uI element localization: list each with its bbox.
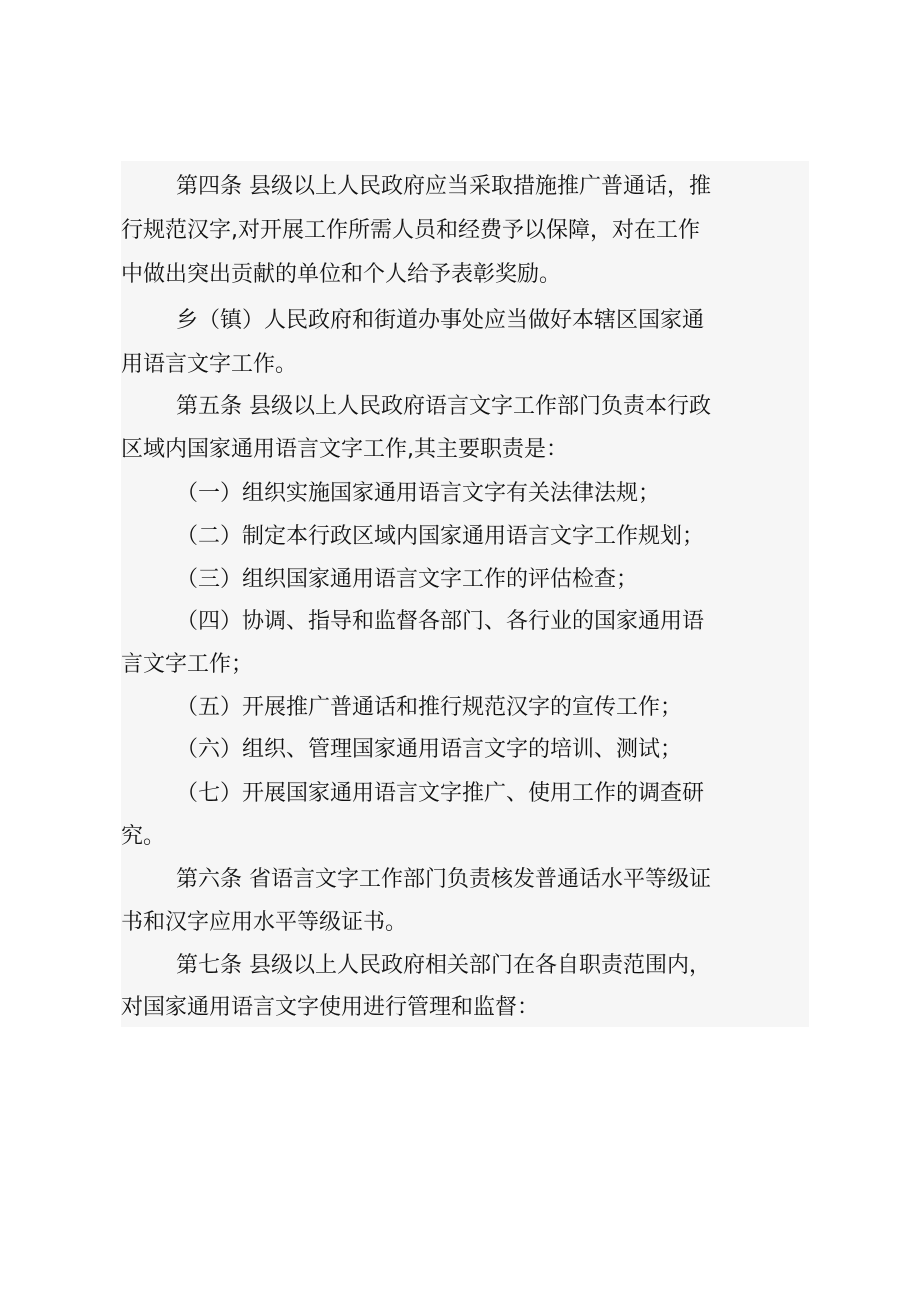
document-text-block [121,161,809,1027]
article-5-item-4-line-2: 言文字工作； [121,652,254,677]
article-5-line-1: 第五条 县级以上人民政府语言文字工作部门负责本行政 [176,394,711,419]
article-5-item-2: （二）制定本行政区域内国家通用语言文字工作规划； [176,524,705,549]
article-5-item-7-line-2: 究。 [121,824,166,849]
article-5-item-7-line-1: （七）开展国家通用语言文字推广、使用工作的调查研 [176,781,705,806]
article-7-line-2: 对国家通用语言文字使用进行管理和监督： [121,995,540,1020]
article-7-line-1: 第七条 县级以上人民政府相关部门在各自职责范围内， [176,953,711,978]
article-5-item-1: （一）组织实施国家通用语言文字有关法律法规； [176,481,661,506]
article-5-item-5: （五）开展推广普通话和推行规范汉字的宣传工作； [176,695,683,720]
article-5-line-2: 区域内国家通用语言文字工作,其主要职责是： [121,437,568,462]
article-4-line-2: 行规范汉字,对开展工作所需人员和经费予以保障，对在工作 [121,218,700,243]
article-4-paragraph-2-line-1: 乡（镇）人民政府和街道办事处应当做好本辖区国家通 [176,308,705,333]
article-4-line-1: 第四条 县级以上人民政府应当采取措施推广普通话，推 [176,174,711,199]
article-6-line-1: 第六条 省语言文字工作部门负责核发普通话水平等级证 [176,867,711,892]
article-5-item-6: （六）组织、管理国家通用语言文字的培训、测试； [176,737,683,762]
article-4-paragraph-2-line-2: 用语言文字工作。 [121,352,298,377]
article-6-line-2: 书和汉字应用水平等级证书。 [121,910,408,935]
article-4-line-3: 中做出突出贡献的单位和个人给予表彰奖励。 [121,262,562,287]
article-5-item-4-line-1: （四）协调、指导和监督各部门、各行业的国家通用语 [176,609,705,634]
article-5-item-3: （三）组织国家通用语言文字工作的评估检查； [176,567,639,592]
